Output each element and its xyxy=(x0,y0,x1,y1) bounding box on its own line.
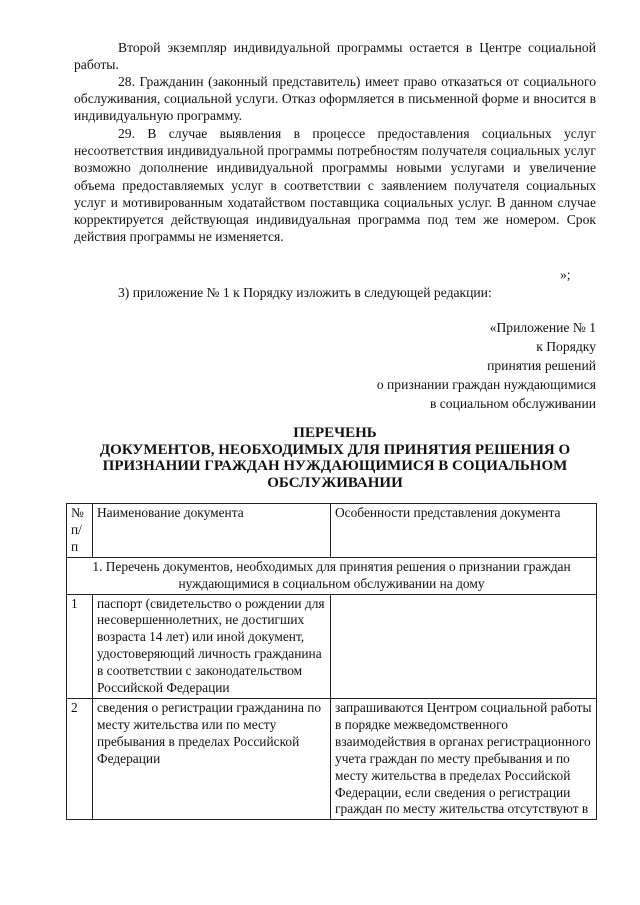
annex-line: «Приложение № 1 xyxy=(489,320,596,335)
title-line: ПРИЗНАНИИ ГРАЖДАН НУЖДАЮЩИМИСЯ В СОЦИАЛЬНОМ xyxy=(102,458,568,474)
header-number: № п/п xyxy=(67,504,93,558)
row-notes xyxy=(331,594,597,698)
title-line: ДОКУМЕНТОВ, НЕОБХОДИМЫХ ДЛЯ ПРИНЯТИЯ РЕШЕНИЯ О xyxy=(99,441,571,458)
annex-line: принятия решений xyxy=(487,358,596,373)
annex-line: в социальном обслуживании xyxy=(429,396,596,411)
header-document-name: Наименование документа xyxy=(93,504,331,558)
section-title: 1. Перечень документов, необходимых для принятия решения о признании граждан нуждающимися в социальном обслуживании на дому xyxy=(67,557,597,594)
document-title xyxy=(74,425,596,491)
row-number: 2 xyxy=(67,698,93,819)
paragraph-28: 28. Гражданин (законный представитель) имеет право отказаться от социального обслуживания, социальной услуги. Отказ оформляется в письменной форме и вносится в индивидуальную программу. xyxy=(74,74,596,124)
table-row xyxy=(67,698,597,819)
annex-header xyxy=(377,318,596,413)
title-line: ПЕРЕЧЕНЬ xyxy=(293,425,377,441)
table-row xyxy=(67,594,597,698)
paragraph-second-copy: Второй экземпляр индивидуальной программы остается в Центре социальной работы. xyxy=(74,40,596,73)
row-document-name: сведения о регистрации гражданина по месту жительства или по месту пребывания в пределах Российской Федерации xyxy=(93,698,331,819)
closing-quote: »; xyxy=(560,267,571,282)
documents-table xyxy=(66,503,597,820)
row-notes: запрашиваются Центром социальной работы в порядке межведомственного взаимодействия в органах регистрационного учета граждан по месту пребывания и по месту жительства в пределах Российской Федерации, если сведения о регистрации граждан по месту жительства отсутствуют в xyxy=(331,698,597,819)
paragraph-29: 29. В случае выявления в процессе предоставления социальных услуг несоответствия индивидуальной программы потребностям получателя социальных услуг возможно дополнение индивидуальной программы новыми услугами и увеличение объема предоставляемых услуг в соответствии с заявлением получателя социальных услуг и мотивированным ходатайством поставщика социальных услуг. В данном случае корректируется действующая индивидуальная программа под тем же номером. Срок действия программы не изменяется. xyxy=(74,126,596,245)
annex-line: к Порядку xyxy=(536,339,596,354)
annex-line: о признании граждан нуждающимися xyxy=(376,377,596,392)
title-line: ОБСЛУЖИВАНИИ xyxy=(267,474,403,491)
header-submission-notes: Особенности представления документа xyxy=(331,504,597,558)
item-3-text: 3) приложение № 1 к Порядку изложить в следующей редакции: xyxy=(118,285,492,300)
table-section-row xyxy=(67,557,597,594)
row-number: 1 xyxy=(67,594,93,698)
table-header-row xyxy=(67,504,597,558)
row-document-name: паспорт (свидетельство о рождении для несовершеннолетних, не достигших возраста 14 лет) или иной документ, удостоверяющий личность гражданина в соответствии с законодательством Российской Федерации xyxy=(93,594,331,698)
